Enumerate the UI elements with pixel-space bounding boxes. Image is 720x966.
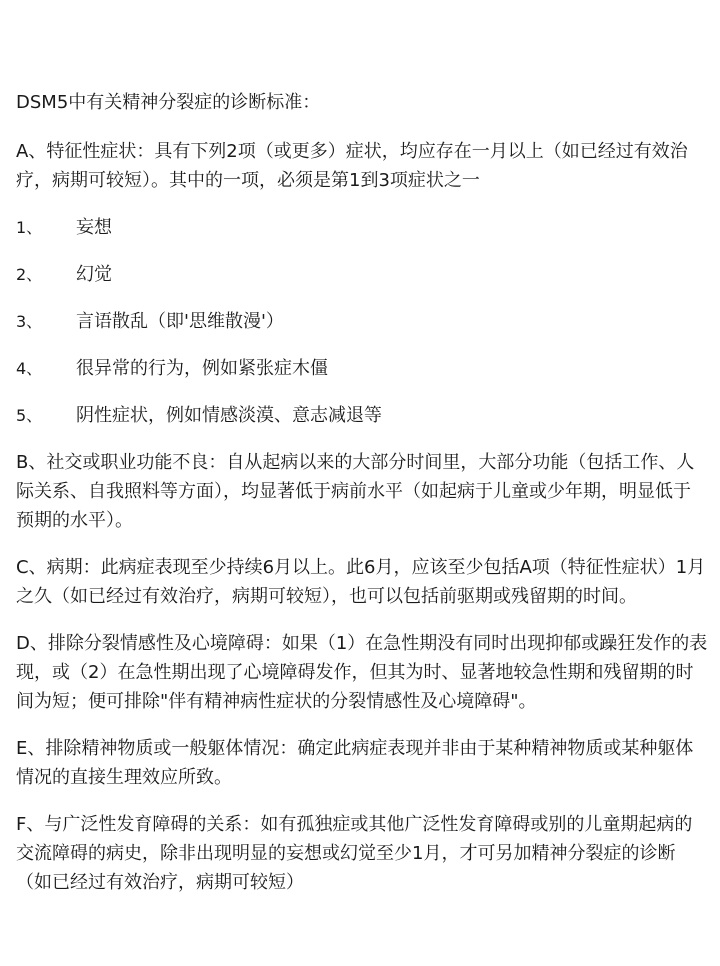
list-item (16, 260, 708, 289)
criterion-c: C、病期：此病症表现至少持续6月以上。此6月，应该至少包括A项（特征性症状）1月之久（如已经过有效治疗，病期可较短），也可以包括前驱期或残留期的时间。 (16, 557, 706, 607)
list-item-text: 幻觉 (76, 264, 112, 285)
list-item-number: 2、 (16, 265, 43, 284)
criterion-e: E、排除精神物质或一般躯体情况：确定此病症表现并非由于某种精神物质或某种躯体情况的直接生理效应所致。 (16, 738, 694, 788)
list-item-text: 阴性症状，例如情感淡漠、意志减退等 (76, 405, 382, 426)
list-item (16, 213, 708, 242)
list-item-text: 很异常的行为，例如紧张症木僵 (76, 358, 328, 379)
list-item-number: 4、 (16, 359, 43, 378)
list-item-text: 言语散乱（即'思维散漫'） (76, 311, 284, 332)
document-title: DSM5中有关精神分裂症的诊断标准： (16, 92, 321, 113)
criterion-d: D、排除分裂情感性及心境障碍：如果（1）在急性期没有同时出现抑郁或躁狂发作的表现，或（2）在急性期出现了心境障碍发作，但其为时、显著地较急性期和残留期的时间为短；便可排除"伴有精神病性症状的分裂情感性及心境障碍"。 (16, 633, 708, 712)
list-item-number: 3、 (16, 312, 43, 331)
criterion-a: A、特征性症状：具有下列2项（或更多）症状，均应存在一月以上（如已经过有效治疗，病期可较短）。其中的一项，必须是第1到3项症状之一 (16, 141, 688, 191)
document-body (16, 88, 708, 915)
list-item (16, 401, 708, 430)
criterion-b: B、社交或职业功能不良：自从起病以来的大部分时间里，大部分功能（包括工作、人际关系、自我照料等方面），均显著低于病前水平（如起病于儿童或少年期，明显低于预期的水平）。 (16, 452, 695, 531)
list-item-number: 5、 (16, 406, 43, 425)
criterion-f: F、与广泛性发育障碍的关系：如有孤独症或其他广泛性发育障碍或别的儿童期起病的交流障碍的病史，除非出现明显的妄想或幻觉至少1月，才可另加精神分裂症的诊断（如已经过有效治疗，病期可较短） (16, 814, 693, 893)
list-item-number: 1、 (16, 218, 43, 237)
list-item (16, 307, 708, 336)
list-item-text: 妄想 (76, 217, 112, 238)
list-item (16, 354, 708, 383)
